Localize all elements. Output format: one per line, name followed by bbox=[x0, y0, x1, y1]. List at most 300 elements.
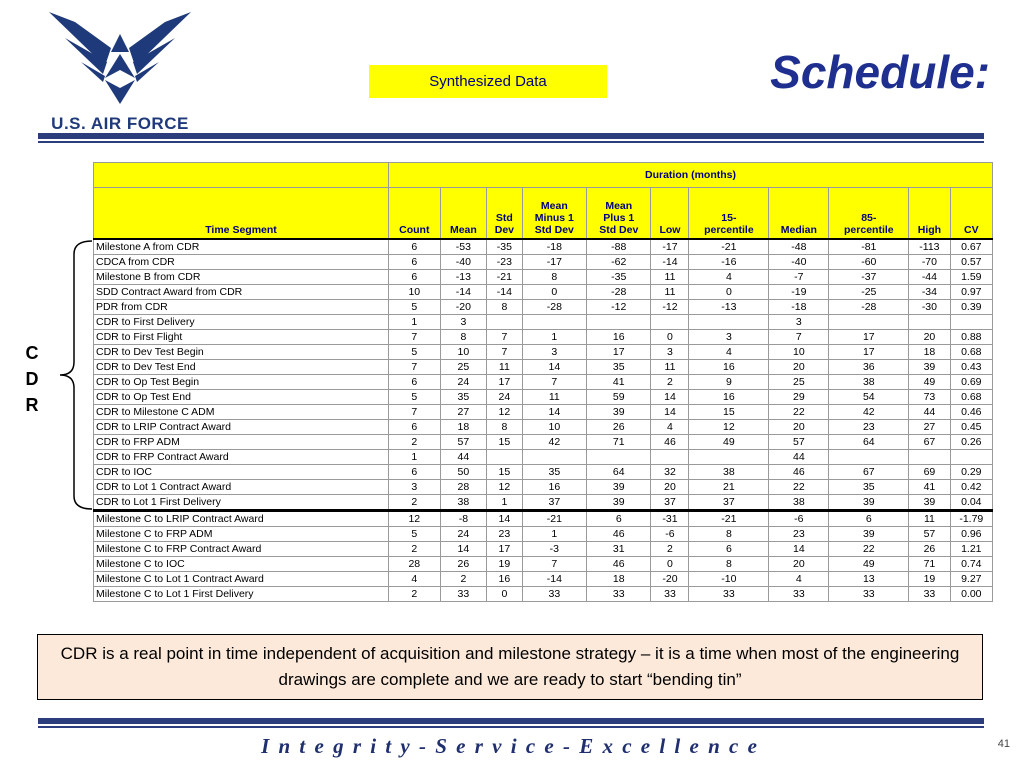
segment-cell: Milestone C to IOC bbox=[94, 557, 389, 572]
value-cell: 7 bbox=[487, 330, 522, 345]
segment-cell: Milestone C to FRP ADM bbox=[94, 527, 389, 542]
value-cell: -88 bbox=[587, 239, 651, 255]
value-cell: 8 bbox=[689, 527, 769, 542]
value-cell: 1.21 bbox=[950, 542, 992, 557]
value-cell: -14 bbox=[440, 285, 487, 300]
value-cell: -34 bbox=[909, 285, 950, 300]
value-cell: 8 bbox=[440, 330, 487, 345]
header-divider bbox=[38, 133, 984, 139]
value-cell: 49 bbox=[689, 435, 769, 450]
value-cell: 17 bbox=[829, 330, 909, 345]
value-cell: 25 bbox=[440, 360, 487, 375]
value-cell: 5 bbox=[389, 345, 441, 360]
value-cell: 27 bbox=[909, 420, 950, 435]
value-cell: 26 bbox=[909, 542, 950, 557]
value-cell: -44 bbox=[909, 270, 950, 285]
table-row bbox=[94, 527, 993, 542]
air-force-logo bbox=[40, 8, 200, 136]
value-cell: 46 bbox=[651, 435, 689, 450]
value-cell: 33 bbox=[440, 587, 487, 602]
value-cell: 2 bbox=[651, 542, 689, 557]
segment-cell: Milestone C to Lot 1 First Delivery bbox=[94, 587, 389, 602]
column-header-line: 85- bbox=[861, 212, 877, 224]
value-cell: 0.74 bbox=[950, 557, 992, 572]
column-header bbox=[487, 188, 522, 240]
value-cell: -18 bbox=[769, 300, 829, 315]
value-cell bbox=[487, 315, 522, 330]
value-cell: 0.96 bbox=[950, 527, 992, 542]
column-header bbox=[651, 188, 689, 240]
table-row bbox=[94, 572, 993, 587]
value-cell: 7 bbox=[522, 375, 586, 390]
segment-cell: CDR to Lot 1 First Delivery bbox=[94, 495, 389, 511]
value-cell: 0.04 bbox=[950, 495, 992, 511]
cdr-side-label bbox=[24, 340, 40, 418]
value-cell: 14 bbox=[522, 360, 586, 375]
value-cell: 0.67 bbox=[950, 239, 992, 255]
value-cell: 1 bbox=[487, 495, 522, 511]
segment-cell: CDR to Op Test Begin bbox=[94, 375, 389, 390]
value-cell: 20 bbox=[651, 480, 689, 495]
page-title: Schedule: bbox=[770, 46, 990, 98]
column-header-line: Low bbox=[659, 224, 681, 236]
value-cell: 29 bbox=[769, 390, 829, 405]
value-cell: 54 bbox=[829, 390, 909, 405]
value-cell: 6 bbox=[389, 375, 441, 390]
value-cell: 10 bbox=[440, 345, 487, 360]
table-row bbox=[94, 390, 993, 405]
value-cell: 0.45 bbox=[950, 420, 992, 435]
value-cell: 27 bbox=[440, 405, 487, 420]
cdr-letter: D bbox=[25, 369, 39, 389]
value-cell: 3 bbox=[769, 315, 829, 330]
value-cell: 19 bbox=[909, 572, 950, 587]
value-cell: 18 bbox=[909, 345, 950, 360]
value-cell: 3 bbox=[440, 315, 487, 330]
air-force-wings-icon bbox=[45, 8, 195, 108]
segment-cell: CDR to Op Test End bbox=[94, 390, 389, 405]
value-cell: -16 bbox=[689, 255, 769, 270]
column-header bbox=[440, 188, 487, 240]
value-cell: -6 bbox=[651, 527, 689, 542]
segment-cell: Milestone B from CDR bbox=[94, 270, 389, 285]
column-header-line: 15- bbox=[721, 212, 737, 224]
value-cell: 14 bbox=[522, 405, 586, 420]
value-cell: 6 bbox=[389, 239, 441, 255]
table-row bbox=[94, 587, 993, 602]
value-cell bbox=[522, 450, 586, 465]
value-cell: 5 bbox=[389, 390, 441, 405]
segment-cell: CDR to Dev Test End bbox=[94, 360, 389, 375]
value-cell: 2 bbox=[440, 572, 487, 587]
value-cell: 15 bbox=[689, 405, 769, 420]
segment-cell: CDR to Lot 1 Contract Award bbox=[94, 480, 389, 495]
value-cell: 39 bbox=[587, 495, 651, 511]
value-cell: 14 bbox=[487, 511, 522, 527]
value-cell: 10 bbox=[389, 285, 441, 300]
value-cell: 19 bbox=[487, 557, 522, 572]
value-cell: 71 bbox=[587, 435, 651, 450]
value-cell bbox=[909, 315, 950, 330]
value-cell: 4 bbox=[651, 420, 689, 435]
value-cell: 16 bbox=[587, 330, 651, 345]
value-cell: 6 bbox=[389, 465, 441, 480]
value-cell: 1 bbox=[522, 527, 586, 542]
value-cell: 37 bbox=[689, 495, 769, 511]
value-cell: 57 bbox=[909, 527, 950, 542]
value-cell: 33 bbox=[689, 587, 769, 602]
column-header-line: Mean bbox=[540, 200, 568, 212]
table-row bbox=[94, 495, 993, 511]
table-row bbox=[94, 255, 993, 270]
value-cell: -40 bbox=[769, 255, 829, 270]
value-cell: -6 bbox=[769, 511, 829, 527]
value-cell: 8 bbox=[487, 420, 522, 435]
value-cell: 33 bbox=[829, 587, 909, 602]
value-cell: 6 bbox=[587, 511, 651, 527]
value-cell: 0 bbox=[651, 557, 689, 572]
value-cell: 0 bbox=[487, 587, 522, 602]
segment-cell: CDR to FRP Contract Award bbox=[94, 450, 389, 465]
value-cell bbox=[587, 315, 651, 330]
value-cell: 17 bbox=[587, 345, 651, 360]
value-cell: -12 bbox=[587, 300, 651, 315]
segment-cell: CDCA from CDR bbox=[94, 255, 389, 270]
value-cell: -1.79 bbox=[950, 511, 992, 527]
segment-cell: Milestone C to Lot 1 Contract Award bbox=[94, 572, 389, 587]
segment-cell: SDD Contract Award from CDR bbox=[94, 285, 389, 300]
value-cell: 33 bbox=[522, 587, 586, 602]
value-cell: 20 bbox=[769, 360, 829, 375]
value-cell: -20 bbox=[651, 572, 689, 587]
value-cell: 38 bbox=[769, 495, 829, 511]
value-cell: 7 bbox=[522, 557, 586, 572]
value-cell: 0.68 bbox=[950, 390, 992, 405]
column-header bbox=[522, 188, 586, 240]
value-cell: 33 bbox=[651, 587, 689, 602]
value-cell: 2 bbox=[651, 375, 689, 390]
value-cell: 28 bbox=[440, 480, 487, 495]
value-cell bbox=[651, 315, 689, 330]
column-header-line: Std Dev bbox=[534, 224, 574, 236]
value-cell: 64 bbox=[829, 435, 909, 450]
column-header bbox=[829, 188, 909, 240]
table-row bbox=[94, 465, 993, 480]
value-cell: 8 bbox=[522, 270, 586, 285]
value-cell: 20 bbox=[909, 330, 950, 345]
value-cell: 16 bbox=[689, 360, 769, 375]
segment-cell: CDR to IOC bbox=[94, 465, 389, 480]
value-cell: -21 bbox=[487, 270, 522, 285]
schedule-table bbox=[93, 162, 993, 602]
value-cell bbox=[689, 450, 769, 465]
value-cell: 1.59 bbox=[950, 270, 992, 285]
column-header-row bbox=[94, 188, 993, 240]
value-cell: 22 bbox=[829, 542, 909, 557]
value-cell: 12 bbox=[487, 480, 522, 495]
value-cell: -20 bbox=[440, 300, 487, 315]
column-header bbox=[909, 188, 950, 240]
value-cell: 41 bbox=[909, 480, 950, 495]
value-cell: 12 bbox=[389, 511, 441, 527]
value-cell: -13 bbox=[440, 270, 487, 285]
value-cell: 44 bbox=[909, 405, 950, 420]
value-cell: 11 bbox=[522, 390, 586, 405]
table-row bbox=[94, 557, 993, 572]
value-cell: 9.27 bbox=[950, 572, 992, 587]
value-cell: -31 bbox=[651, 511, 689, 527]
table-row bbox=[94, 315, 993, 330]
value-cell: 71 bbox=[909, 557, 950, 572]
value-cell: 4 bbox=[389, 572, 441, 587]
value-cell: 49 bbox=[829, 557, 909, 572]
value-cell: 22 bbox=[769, 480, 829, 495]
value-cell: -60 bbox=[829, 255, 909, 270]
value-cell: 35 bbox=[522, 465, 586, 480]
value-cell: 23 bbox=[829, 420, 909, 435]
value-cell: 73 bbox=[909, 390, 950, 405]
table-row bbox=[94, 285, 993, 300]
value-cell: 39 bbox=[587, 480, 651, 495]
column-header bbox=[689, 188, 769, 240]
value-cell: 15 bbox=[487, 435, 522, 450]
cdr-letter: C bbox=[25, 343, 39, 363]
value-cell: 14 bbox=[651, 390, 689, 405]
value-cell: 12 bbox=[689, 420, 769, 435]
column-header-line: percentile bbox=[704, 224, 754, 236]
value-cell bbox=[487, 450, 522, 465]
value-cell: 42 bbox=[522, 435, 586, 450]
value-cell: 6 bbox=[829, 511, 909, 527]
value-cell: 1 bbox=[389, 315, 441, 330]
value-cell: -18 bbox=[522, 239, 586, 255]
column-header bbox=[389, 188, 441, 240]
value-cell: 32 bbox=[651, 465, 689, 480]
value-cell: 33 bbox=[769, 587, 829, 602]
segment-cell: CDR to First Flight bbox=[94, 330, 389, 345]
value-cell: 46 bbox=[769, 465, 829, 480]
value-cell: -14 bbox=[487, 285, 522, 300]
value-cell: 14 bbox=[651, 405, 689, 420]
value-cell: 3 bbox=[389, 480, 441, 495]
value-cell: 50 bbox=[440, 465, 487, 480]
column-header-line: Mean bbox=[449, 224, 477, 236]
value-cell: 21 bbox=[689, 480, 769, 495]
value-cell: 0 bbox=[689, 285, 769, 300]
value-cell: 44 bbox=[769, 450, 829, 465]
column-header bbox=[587, 188, 651, 240]
value-cell: 38 bbox=[689, 465, 769, 480]
value-cell: -3 bbox=[522, 542, 586, 557]
value-cell: 33 bbox=[587, 587, 651, 602]
cdr-letter: R bbox=[25, 395, 39, 415]
segment-cell: CDR to Milestone C ADM bbox=[94, 405, 389, 420]
footer-motto: I n t e g r i t y - S e r v i c e - E x c e l l e n c e bbox=[261, 734, 759, 758]
value-cell: 18 bbox=[587, 572, 651, 587]
value-cell: 38 bbox=[440, 495, 487, 511]
value-cell: 9 bbox=[689, 375, 769, 390]
value-cell: 24 bbox=[440, 527, 487, 542]
value-cell: 11 bbox=[487, 360, 522, 375]
value-cell: 3 bbox=[651, 345, 689, 360]
table-row bbox=[94, 480, 993, 495]
value-cell: 0.42 bbox=[950, 480, 992, 495]
header-divider-thin bbox=[38, 141, 984, 143]
value-cell: 16 bbox=[487, 572, 522, 587]
value-cell: 0.00 bbox=[950, 587, 992, 602]
cdr-bracket bbox=[58, 240, 94, 510]
value-cell: -81 bbox=[829, 239, 909, 255]
value-cell: 26 bbox=[440, 557, 487, 572]
value-cell: 64 bbox=[587, 465, 651, 480]
value-cell: 14 bbox=[440, 542, 487, 557]
column-header-line: Std Dev bbox=[599, 224, 639, 236]
value-cell: 12 bbox=[487, 405, 522, 420]
footer-divider-thin bbox=[38, 726, 984, 728]
value-cell: -13 bbox=[689, 300, 769, 315]
value-cell bbox=[950, 450, 992, 465]
value-cell: 6 bbox=[389, 255, 441, 270]
value-cell: -10 bbox=[689, 572, 769, 587]
value-cell: 23 bbox=[769, 527, 829, 542]
value-cell: -14 bbox=[651, 255, 689, 270]
value-cell: 6 bbox=[389, 270, 441, 285]
value-cell: -35 bbox=[487, 239, 522, 255]
column-header bbox=[769, 188, 829, 240]
table-row bbox=[94, 330, 993, 345]
value-cell: 2 bbox=[389, 587, 441, 602]
value-cell: -8 bbox=[440, 511, 487, 527]
column-header-line: Mean bbox=[605, 200, 633, 212]
value-cell: 11 bbox=[909, 511, 950, 527]
value-cell bbox=[909, 450, 950, 465]
value-cell: 35 bbox=[440, 390, 487, 405]
column-header-line: Median bbox=[780, 224, 817, 236]
value-cell: -12 bbox=[651, 300, 689, 315]
value-cell: -30 bbox=[909, 300, 950, 315]
value-cell: 24 bbox=[440, 375, 487, 390]
value-cell: -40 bbox=[440, 255, 487, 270]
value-cell: 0 bbox=[651, 330, 689, 345]
value-cell: 28 bbox=[389, 557, 441, 572]
value-cell: -70 bbox=[909, 255, 950, 270]
value-cell: 0.29 bbox=[950, 465, 992, 480]
segment-cell: CDR to LRIP Contract Award bbox=[94, 420, 389, 435]
value-cell: 4 bbox=[689, 345, 769, 360]
value-cell: 5 bbox=[389, 300, 441, 315]
value-cell: -25 bbox=[829, 285, 909, 300]
value-cell: 1 bbox=[389, 450, 441, 465]
value-cell: 46 bbox=[587, 527, 651, 542]
value-cell: -14 bbox=[522, 572, 586, 587]
value-cell: 33 bbox=[909, 587, 950, 602]
value-cell: 3 bbox=[689, 330, 769, 345]
column-header-line: Time Segment bbox=[205, 224, 277, 236]
value-cell: 5 bbox=[389, 527, 441, 542]
value-cell: 6 bbox=[389, 420, 441, 435]
table-row bbox=[94, 345, 993, 360]
value-cell: 8 bbox=[689, 557, 769, 572]
value-cell: 37 bbox=[522, 495, 586, 511]
value-cell: -28 bbox=[829, 300, 909, 315]
value-cell: 11 bbox=[651, 360, 689, 375]
value-cell: 3 bbox=[522, 345, 586, 360]
value-cell: -28 bbox=[587, 285, 651, 300]
segment-cell: CDR to Dev Test Begin bbox=[94, 345, 389, 360]
value-cell: -53 bbox=[440, 239, 487, 255]
value-cell: 38 bbox=[829, 375, 909, 390]
duration-group-header: Duration (months) bbox=[389, 163, 993, 188]
value-cell bbox=[689, 315, 769, 330]
value-cell: -62 bbox=[587, 255, 651, 270]
value-cell: -17 bbox=[522, 255, 586, 270]
value-cell: 0.39 bbox=[950, 300, 992, 315]
column-header-line: Dev bbox=[494, 224, 515, 236]
value-cell: -113 bbox=[909, 239, 950, 255]
value-cell: 18 bbox=[440, 420, 487, 435]
value-cell: 20 bbox=[769, 557, 829, 572]
value-cell: 26 bbox=[587, 420, 651, 435]
value-cell: 16 bbox=[689, 390, 769, 405]
column-header-line: Std bbox=[495, 212, 513, 224]
value-cell: 20 bbox=[769, 420, 829, 435]
value-cell: 39 bbox=[829, 495, 909, 511]
value-cell: 8 bbox=[487, 300, 522, 315]
column-header-line: Count bbox=[399, 224, 430, 236]
value-cell: 7 bbox=[487, 345, 522, 360]
table-row bbox=[94, 300, 993, 315]
value-cell: 67 bbox=[829, 465, 909, 480]
value-cell: 13 bbox=[829, 572, 909, 587]
value-cell: -21 bbox=[689, 511, 769, 527]
value-cell: 39 bbox=[829, 527, 909, 542]
value-cell: 11 bbox=[651, 285, 689, 300]
value-cell: -19 bbox=[769, 285, 829, 300]
value-cell: 4 bbox=[769, 572, 829, 587]
value-cell bbox=[829, 450, 909, 465]
segment-cell: PDR from CDR bbox=[94, 300, 389, 315]
value-cell: -37 bbox=[829, 270, 909, 285]
value-cell: 0 bbox=[522, 285, 586, 300]
value-cell: 7 bbox=[769, 330, 829, 345]
value-cell: 10 bbox=[522, 420, 586, 435]
value-cell: -7 bbox=[769, 270, 829, 285]
value-cell: 0.43 bbox=[950, 360, 992, 375]
value-cell: 57 bbox=[440, 435, 487, 450]
value-cell: 17 bbox=[487, 542, 522, 557]
value-cell: 49 bbox=[909, 375, 950, 390]
value-cell: 17 bbox=[829, 345, 909, 360]
value-cell: -17 bbox=[651, 239, 689, 255]
table-row bbox=[94, 542, 993, 557]
value-cell: 2 bbox=[389, 495, 441, 511]
value-cell: 24 bbox=[487, 390, 522, 405]
value-cell: 39 bbox=[909, 495, 950, 511]
column-header-line: CV bbox=[964, 224, 979, 236]
value-cell: 42 bbox=[829, 405, 909, 420]
value-cell: 7 bbox=[389, 360, 441, 375]
segment-cell: Milestone C to FRP Contract Award bbox=[94, 542, 389, 557]
column-header-line: High bbox=[917, 224, 942, 236]
value-cell: 14 bbox=[769, 542, 829, 557]
table-row bbox=[94, 239, 993, 255]
value-cell bbox=[829, 315, 909, 330]
value-cell: 17 bbox=[487, 375, 522, 390]
value-cell bbox=[651, 450, 689, 465]
value-cell: 0.57 bbox=[950, 255, 992, 270]
value-cell: 44 bbox=[440, 450, 487, 465]
table-row bbox=[94, 270, 993, 285]
